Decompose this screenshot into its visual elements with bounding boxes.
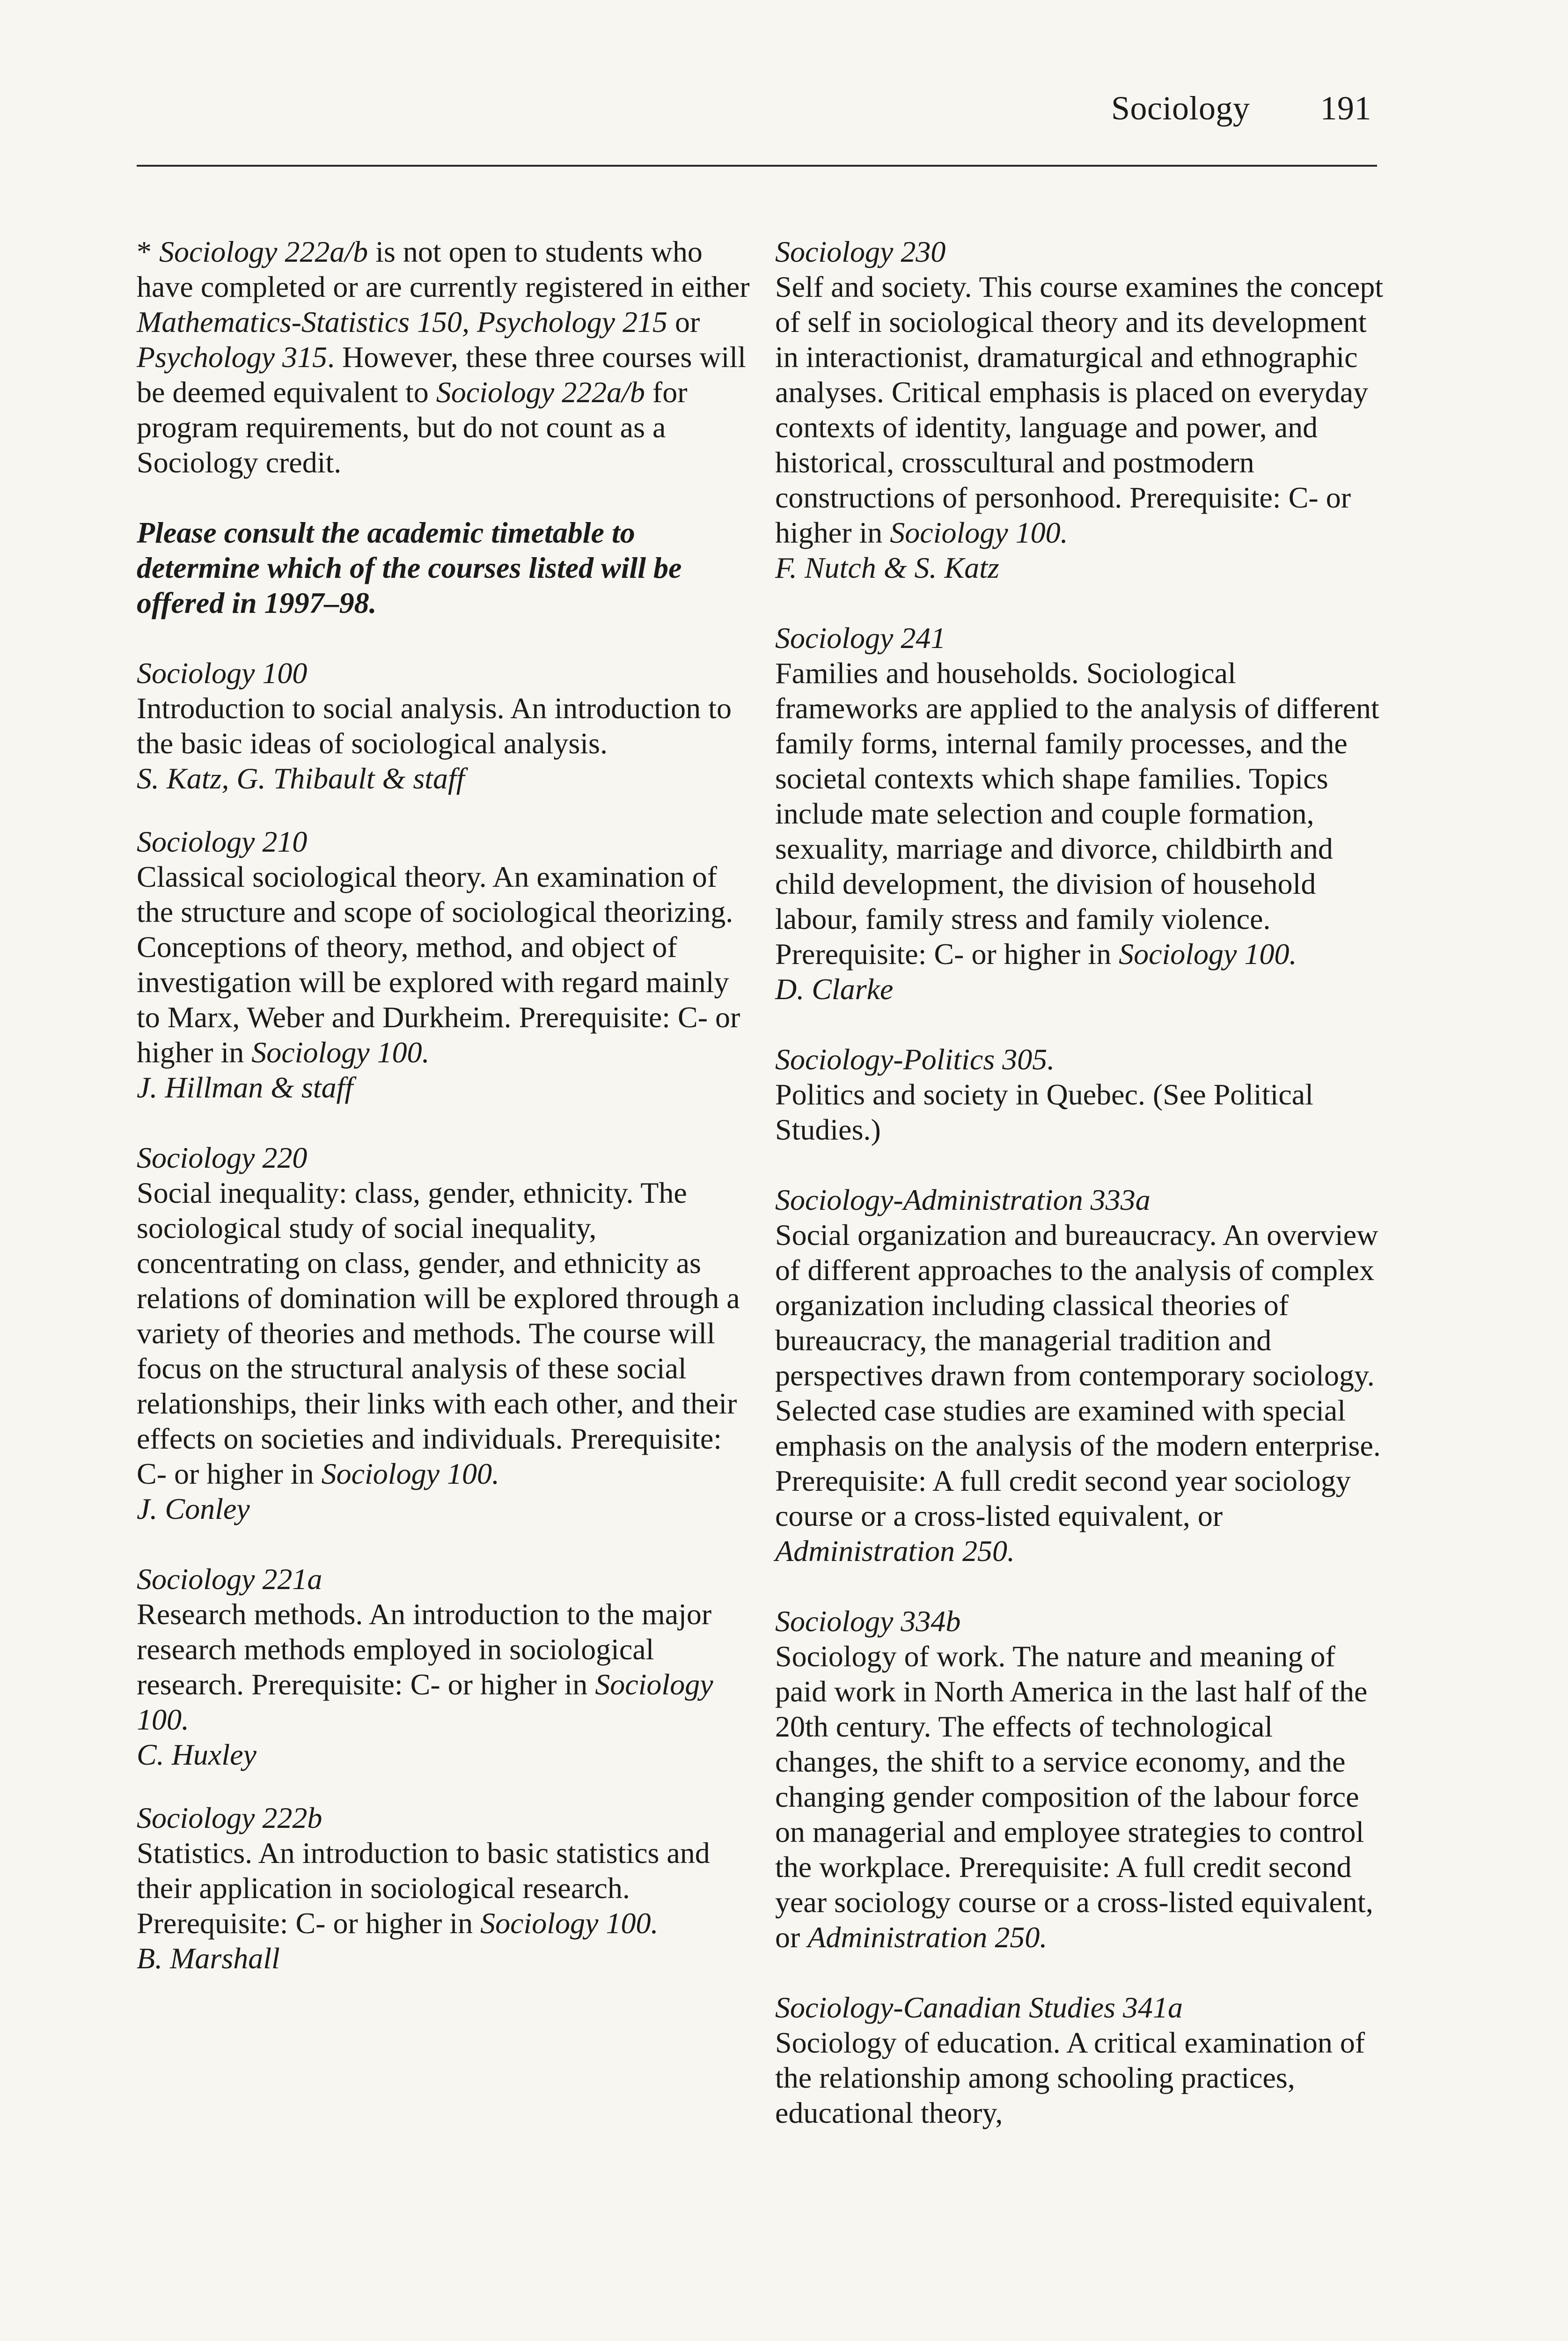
course-entry [775,1042,1384,1147]
course-entry [137,824,755,1105]
course-entry [775,1182,1384,1568]
course-heading: Sociology-Canadian Studies 341a [775,1991,1183,2024]
course-description: Social organization and bureaucracy. An overview of different approaches to the analysis of complex organization including classical theories of bureaucracy, the managerial tradition and perspectives drawn from contemporary sociology. Selected case studies are examined with special emphasis on the analysis of the modern enterprise. Prerequisite: A full credit second year sociology course or a cross-listed equivalent, or Administration 250. [775,1218,1381,1568]
left-column [137,234,755,2011]
course-description: Social inequality: class, gender, ethnicity. The sociological study of social inequality, concentrating on class, gender, and ethnicity as relations of domination will be explored through a variety of theories and methods. The course will focus on the structural analysis of these social relationships, their links with each other, and their effects on societies and individuals. Prerequisite: C- or higher in Sociology 100. [137,1176,740,1490]
course-description: Self and society. This course examines the concept of self in sociological theory and its development in interactionist, dramaturgical and ethnographic analyses. Critical emphasis is placed on everyday contexts of identity, language and power, and historical, crosscultural and postmodern constructions of personhood. Prerequisite: C- or higher in Sociology 100. [775,270,1384,549]
course-prerequisite: Sociology 100. [890,516,1068,549]
course-description: Sociology of education. A critical examination of the relationship among schooling practices, educational theory, [775,2026,1365,2129]
course-entry [137,1800,755,1976]
course-instructor: S. Katz, G. Thibault & staff [137,762,465,795]
right-column [775,234,1384,2165]
course-heading: Sociology 210 [137,825,308,858]
course-prerequisite: Sociology 100. [321,1457,499,1490]
course-instructor: D. Clarke [775,972,894,1006]
course-description: Families and households. Sociological frameworks are applied to the analysis of different family forms, internal family processes, and the societal contexts which shape families. Topics include mate selection and couple formation, sexuality, marriage and divorce, childbirth and child development, the division of household labour, family stress and family violence. Prerequisite: C- or higher in Sociology 100. [775,656,1379,971]
course-prerequisite: Sociology 100. [480,1907,659,1940]
course-entry [775,620,1384,1007]
course-heading: Sociology 230 [775,235,946,268]
equivalency-note: * Sociology 222a/b is not open to students who have completed or are currently registered in either Mathematics-Statistics 150, Psychology 215 or Psychology 315. However, these three courses will be deemed equivalent to Sociology 222a/b for program requirements, but do not count as a Sociology credit. [137,235,750,479]
course-prerequisite: Sociology 100. [137,1668,713,1736]
course-entry [137,1561,755,1772]
course-prerequisite: Sociology 100. [1119,937,1297,971]
course-instructor: F. Nutch & S. Katz [775,551,999,584]
course-instructor: J. Hillman & staff [137,1071,353,1104]
course-prerequisite: Administration 250. [807,1921,1048,1954]
course-entry [775,234,1384,585]
timetable-notice: Please consult the academic timetable to determine which of the courses listed will be offered in 1997–98. [137,516,682,619]
section-title: Sociology [1111,89,1250,127]
course-description: Introduction to social analysis. An introduction to the basic ideas of sociological analysis. [137,692,732,760]
course-heading: Sociology-Administration 333a [775,1183,1150,1216]
course-heading: Sociology 100 [137,656,308,690]
course-prerequisite: Sociology 100. [251,1036,430,1069]
course-heading: Sociology 222b [137,1801,322,1834]
page-number: 191 [1320,89,1371,127]
course-heading: Sociology 334b [775,1605,961,1638]
course-entry [137,1140,755,1526]
course-heading: Sociology-Politics 305. [775,1043,1055,1076]
course-description: Classical sociological theory. An examination of the structure and scope of sociological theorizing. Conceptions of theory, method, and object of investigation will be explored with regard mainly to Marx, Weber and Durkheim. Prerequisite: C- or higher in Sociology 100. [137,860,740,1069]
course-entry [775,1604,1384,1955]
running-head [1111,89,1371,128]
course-heading: Sociology 241 [775,621,946,655]
course-description: Statistics. An introduction to basic statistics and their application in sociological research. Prerequisite: C- or higher in Sociology 100. [137,1836,710,1940]
course-entry [137,655,755,796]
course-instructor: J. Conley [137,1492,250,1525]
course-instructor: B. Marshall [137,1942,280,1975]
course-heading: Sociology 221a [137,1562,322,1596]
course-description: Research methods. An introduction to the major research methods employed in sociological research. Prerequisite: C- or higher in Sociology 100. [137,1597,713,1736]
course-instructor: C. Huxley [137,1738,256,1771]
course-heading: Sociology 220 [137,1141,308,1174]
course-prerequisite: Administration 250. [775,1534,1015,1568]
course-description: Sociology of work. The nature and meaning of paid work in North America in the last half of the 20th century. The effects of technological changes, the shift to a service economy, and the changing gender composition of the labour force on managerial and employee strategies to control the workplace. Prerequisite: A full credit second year sociology course or a cross-listed equivalent, or Administration 250. [775,1640,1373,1954]
course-description: Politics and society in Quebec. (See Political Studies.) [775,1078,1313,1146]
header-rule [137,165,1377,167]
course-entry [775,1990,1384,2130]
